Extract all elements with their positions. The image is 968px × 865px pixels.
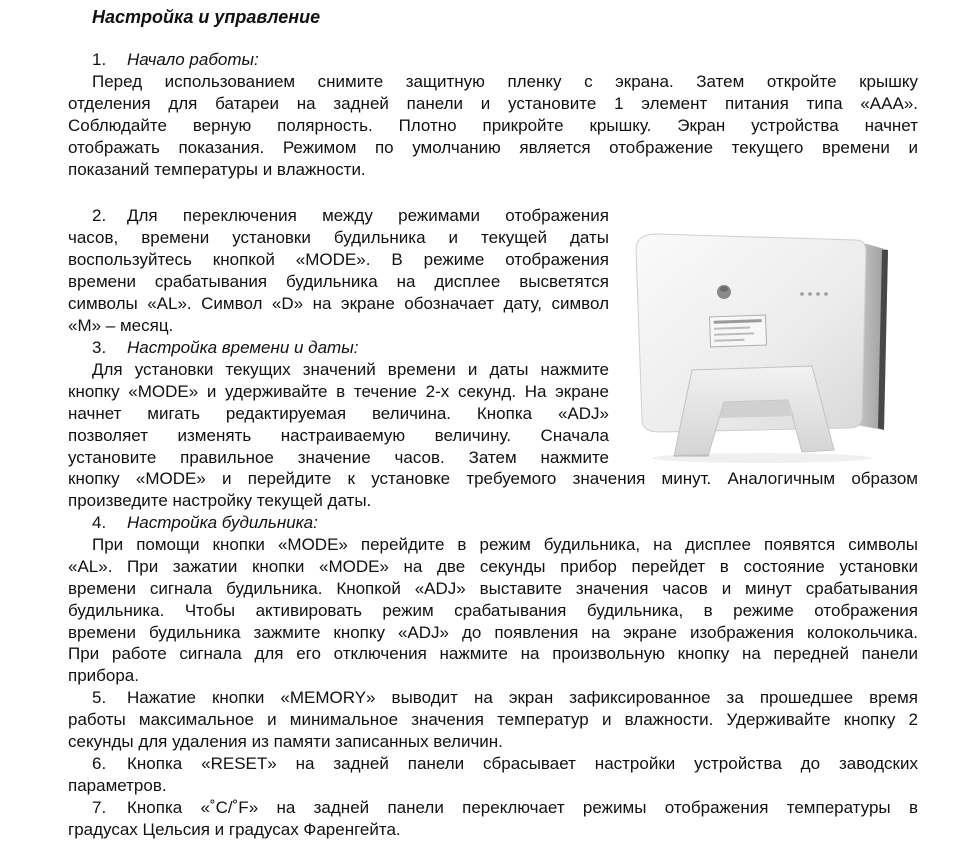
paragraph-line: времени будильника зажмите кнопку «ADJ» до появления на экране изображения колокольчика.: [68, 622, 918, 642]
paragraph-line: отделения для батареи на задней панели и установите 1 элемент питания типа «AAA».: [68, 93, 918, 113]
section-1-heading: [68, 49, 918, 71]
section-4: [68, 512, 918, 687]
paragraph-line: параметров.: [68, 775, 167, 795]
section-2-number: 2.: [92, 206, 107, 225]
paragraph-line: начнет мигать редактируемая величина. Кнопка «ADJ»: [68, 403, 609, 423]
section-5-first-line: [68, 687, 918, 709]
paragraph-line: «AL». При зажатии кнопки «MODE» на две секунды прибор перейдет в состояние установки: [68, 556, 918, 576]
paragraph-line: градусах Цельсия и градусах Фаренгейта.: [68, 819, 401, 839]
paragraph-line: При работе сигнала для его отключения нажмите на произвольную кнопку на передней панели: [68, 644, 918, 664]
paragraph-line: позволяет изменять настраиваемую величину. Сначала: [68, 425, 609, 445]
paragraph-line: будильника. Чтобы активировать режим срабатывания будильника, в режиме отображения: [68, 600, 918, 620]
section-1-heading-text: Начало работы:: [127, 50, 259, 69]
device-back-illustration: [612, 220, 902, 465]
section-3-heading-text: Настройка времени и даты:: [127, 338, 359, 357]
paragraph-line: времени срабатывания будильника на дисплее высветятся: [68, 271, 609, 291]
section-4-number: 4.: [92, 513, 107, 532]
paragraph-line: Перед использованием снимите защитную пленку с экрана. Затем откройте крышку: [92, 71, 918, 91]
section-4-heading-text: Настройка будильника:: [127, 513, 318, 532]
section-5-first-text: Нажатие кнопки «MEMORY» выводит на экран зафиксированное за прошедшее время: [127, 688, 918, 707]
paragraph-line: показаний температуры и влажности.: [68, 159, 366, 179]
section-4-heading: [68, 512, 918, 534]
paragraph-line: Соблюдайте верную полярность. Плотно прикройте крышку. Экран устройства начнет: [68, 115, 918, 135]
paragraph-line: Для установки текущих значений времени и даты нажмите: [92, 359, 609, 379]
section-6-number: 6.: [92, 754, 107, 773]
paragraph-line: символы «AL». Символ «D» на экране обозначает дату, символ: [68, 293, 609, 313]
paragraph-line: произведите настройку текущей даты.: [68, 491, 372, 511]
section-title: Настройка и управление: [92, 7, 321, 27]
section-7-number: 7.: [92, 798, 107, 817]
section-5: [68, 687, 918, 753]
section-2-first-text: Для переключения между режимами отображения: [127, 206, 609, 225]
section-3-number: 3.: [92, 338, 107, 357]
paragraph-line: кнопку «MODE» и удерживайте в течение 2-х секунд. На экране: [68, 381, 609, 401]
paragraph-line: «M» – месяц.: [68, 315, 174, 335]
paragraph-line: часов, времени установки будильника и текущей даты: [68, 227, 609, 247]
section-1-number: 1.: [92, 50, 107, 69]
paragraph-line: прибора.: [68, 666, 139, 686]
paragraph-line: воспользуйтесь кнопкой «MODE». В режиме отображения: [68, 249, 609, 269]
section-6-first-text: Кнопка «RESET» на задней панели сбрасывает настройки устройства до заводских: [127, 754, 918, 773]
section-2: [68, 205, 609, 336]
section-7-first-line: [68, 797, 918, 819]
section-6-first-line: [68, 753, 918, 775]
paragraph-line: При помощи кнопки «MODE» перейдите в режим будильника, на дисплее появятся символы: [92, 534, 918, 554]
section-7: [68, 797, 918, 841]
paragraph-line: отображать показания. Режимом по умолчанию является отображение текущего времени и: [68, 137, 918, 157]
section-2-first-line: [68, 205, 609, 227]
section-5-number: 5.: [92, 688, 107, 707]
paragraph-line: секунды для удаления из памяти записанных величин.: [68, 731, 503, 751]
section-1: [68, 49, 918, 180]
device-photo: [612, 220, 902, 465]
section-7-first-text: Кнопка «˚C/˚F» на задней панели переключает режимы отображения температуры в: [127, 798, 918, 817]
paragraph-line: работы максимальное и минимальное значения температур и влажности. Удерживайте кнопку 2: [68, 709, 918, 729]
paragraph-line: времени сигнала будильника. Кнопкой «ADJ» выставите значения часов и минут срабатывания: [68, 578, 918, 598]
paragraph-line: установите правильное значение часов. Затем нажмите: [68, 447, 609, 467]
section-6: [68, 753, 918, 797]
paragraph-line: кнопку «MODE» и перейдите к установке требуемого значения минут. Аналогичным образом: [68, 469, 918, 489]
